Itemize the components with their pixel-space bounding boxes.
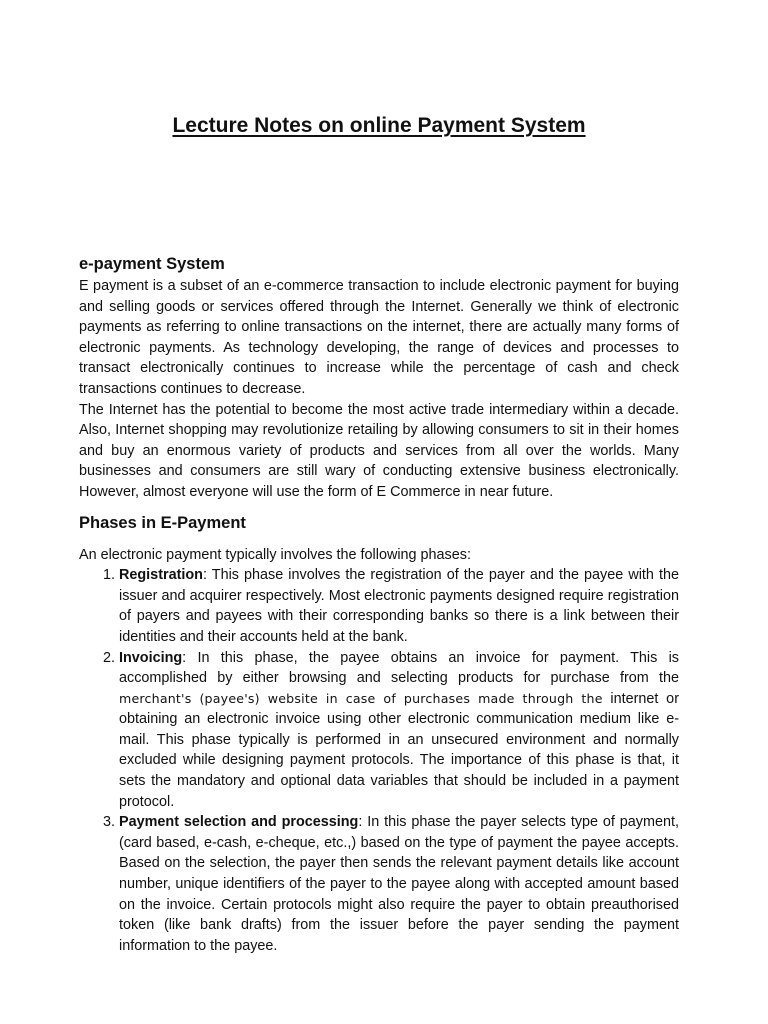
section-heading-e-payment: e-payment System <box>79 255 225 273</box>
registration-description: : This phase involves the registration of the payer and the payee with the issuer and acquirer respectively. Most electronic payments designed require registration of payers and payees with their corresponding banks so there is a link between their identities and their accounts held at the bank. <box>119 567 679 645</box>
term-payment-selection: Payment selection and processing <box>119 814 359 831</box>
invoicing-description-part1: : In this phase, the payee obtains an invoice for payment. This is accomplished by either browsing and selecting products for purchase from the <box>119 649 679 687</box>
paragraph-internet-potential: The Internet has the potential to become the most active trade intermediary within a decade. Also, Internet shopping may revolutionize retailing by allowing consumers to sit in their homes and buy an enormous variety of products and services from all over the worlds. Many businesses and consumers are still wary of conducting extensive business electronically. However, almost everyone will use the form of E Commerce in near future. <box>79 401 679 500</box>
list-item-invoicing <box>119 648 679 813</box>
paragraph-epayment-definition: E payment is a subset of an e-commerce transaction to include electronic payment for buying and selling goods or services offered through the Internet. Generally we think of electronic payments as referring to online transactions on the internet, there are actually many forms of electronic payments. As technology developing, the range of devices and processes to transact electronically continues to increase while the percentage of cash and check transactions continues to decrease. <box>79 278 679 397</box>
invoicing-description-part2: merchant's (payee's) website in case of purchases made through the <box>119 690 603 706</box>
term-registration: Registration <box>119 567 203 584</box>
phases-intro: An electronic payment typically involves the following phases: <box>79 546 471 563</box>
term-invoicing: Invoicing <box>119 649 183 666</box>
payment-selection-description: : In this phase the payer selects type of payment, (card based, e-cash, e-cheque, etc.,) based on the type of payment the payee accepts. Based on the selection, the payer then sends the relevant payment details like account number, unique identifiers of the payer to the payee along with accepted amount based on the invoice. Certain protocols might also require the payer to obtain preauthorised token (like bank drafts) from the issuer before the payer sending the payment information to the payee. <box>119 814 679 954</box>
document-body <box>79 250 679 956</box>
page-title: Lecture Notes on online Payment System <box>172 114 586 138</box>
list-item-payment-selection <box>119 812 679 956</box>
section-heading-phases: Phases in E-Payment <box>79 513 246 532</box>
phases-list <box>79 565 679 956</box>
invoicing-description-part3: internet or obtaining an electronic invoice using other electronic communication medium like e-mail. This phase typically is performed in an unsecured environment and normally excluded while designing payment protocols. The importance of this phase is that, it sets the mandatory and optional data variables that should be included in a payment protocol. <box>119 690 679 810</box>
list-item-registration <box>119 565 679 647</box>
